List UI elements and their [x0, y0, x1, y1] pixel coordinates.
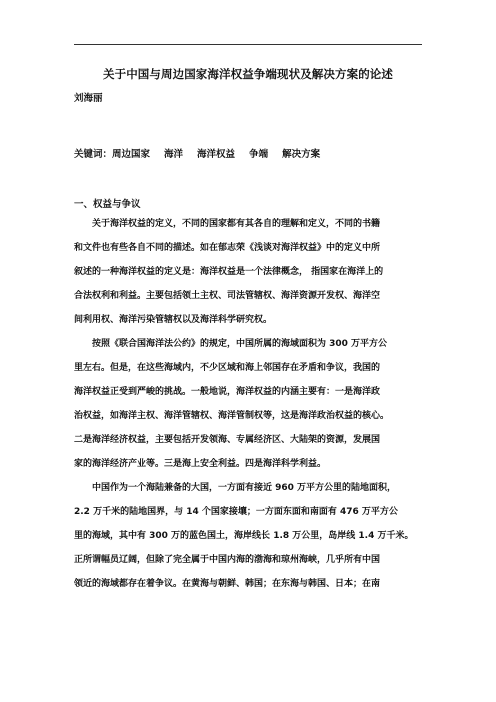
- paragraph-line: 间利用权、海洋污染管辖权以及海洋科学研究权。: [74, 315, 273, 325]
- keywords-line: [74, 146, 334, 160]
- document-author: 刘海丽: [74, 93, 103, 104]
- paragraph-line: 正所谓幅员辽阔，但除了完全属于中国内海的渤海和琼州海峡，几乎所有中国: [74, 555, 381, 565]
- paragraph-line: 叙述的一种海洋权益的定义是：海洋权益是一个法律概念， 指国家在海洋上的: [74, 267, 384, 277]
- paragraph-line: 二是海洋经济权益，主要包括开发领海、专属经济区、大陆架的资源，发展国: [74, 435, 381, 445]
- paragraph-line: 里的海域，其中有 300 万的蓝色国土，海岸线长 1.8 万公里，岛岸线 1.4 万千米。: [74, 531, 414, 541]
- keyword-item: 海洋: [164, 149, 184, 160]
- paragraph-line: 海洋权益正受到严峻的挑战。一般地说，海洋权益的内涵主要有：一是海洋政: [74, 387, 381, 397]
- document-title: 关于中国与周边国家海洋权益争端现状及解决方案的论述: [103, 67, 393, 81]
- paragraph-line: 中国作为一个海陆兼备的大国，一方面有接近 960 万平方公里的陆地面积，: [92, 483, 397, 493]
- keyword-item: 周边国家: [112, 149, 151, 160]
- paragraph-line: 和文件也有些各自不同的描述。如在郁志荣《浅谈对海洋权益》中的定义中所: [74, 243, 381, 253]
- paragraph-line: 合法权利和利益。主要包括领土主权、司法管辖权、海洋资源开发权、海洋空: [74, 291, 381, 301]
- paragraph-line: 家的海洋经济产业等。三是海上安全利益。四是海洋科学利益。: [74, 459, 327, 469]
- keyword-item: 争端: [249, 149, 269, 160]
- keyword-item: 海洋权益: [197, 149, 236, 160]
- header-rule: [74, 44, 422, 45]
- section-heading: 一、权益与争议: [74, 199, 141, 210]
- keyword-item: 解决方案: [282, 149, 321, 160]
- paragraph-line: 2.2 万千米的陆地国界，与 14 个国家接壤；一方面东面和南面有 476 万平方公: [74, 507, 398, 517]
- paragraph-line: 按照《联合国海洋法公约》的规定，中国所属的海域面积为 300 万平方公: [92, 339, 388, 349]
- paragraph-line: 里左右。但是，在这些海域内，不少区域和海上邻国存在矛盾和争议，我国的: [74, 363, 381, 373]
- paragraph-line: 治权益，如海洋主权、海洋管辖权、海洋管制权等，这是海洋政治权益的核心。: [74, 411, 390, 421]
- paragraph-line: 领近的海域都存在着争议。在黄海与朝鲜、韩国；在东海与韩国、日本；在南: [74, 579, 381, 589]
- keywords-label: 关键词：: [74, 149, 113, 160]
- paragraph-line: 关于海洋权益的定义，不同的国家都有其各自的理解和定义，不同的书籍: [92, 219, 381, 229]
